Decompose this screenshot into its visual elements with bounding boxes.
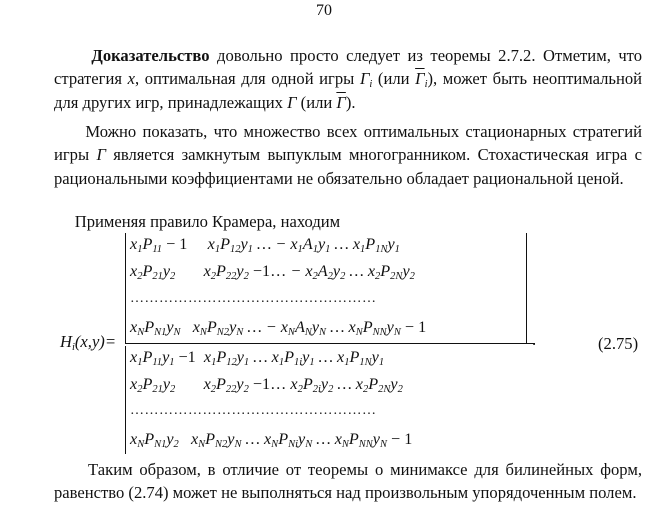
symbol-gamma-2: Γ xyxy=(96,145,106,165)
para1-text-f: ). xyxy=(345,92,356,112)
denominator-row-1: $x_1P_{11}y_1 -1$ $x_1P_{12}y_1$ … $x_1P_{1i}y_1$ … $x_1P_{1N}y_1$ xyxy=(130,348,385,368)
denominator-left-bar xyxy=(125,346,126,454)
paragraph-proof xyxy=(54,44,642,114)
symbol-gamma-i-sub: i xyxy=(369,79,373,91)
symbol-gamma-bar: $\overline{\Gamma}$ xyxy=(336,92,346,112)
denominator-determinant xyxy=(125,346,527,454)
proof-lead: Доказательство xyxy=(91,46,210,65)
numerator-right-bar xyxy=(526,233,527,343)
numerator-left-bar xyxy=(125,233,126,343)
para1-text-c: (или xyxy=(372,69,416,89)
symbol-gamma: Γ xyxy=(287,92,297,112)
numerator-row-n: $x_NP_{N1}y_N$ $x_NP_{N2}y_N$ … − $x_NA_Ny_N$ … $x_NP_{NN}y_N - 1$ xyxy=(130,318,427,338)
para2-text-b: является замкнутым выпуклым многогранником. Стохастическая игра с рациональными коэффициентами не обязательно обладает рациональной ценой. xyxy=(54,145,642,188)
symbol-gamma-bar-i: $\overline{\Gamma}$ xyxy=(415,69,425,89)
fraction-bar xyxy=(125,343,535,344)
formula-lhs: $H_i(x,y)=$ xyxy=(60,332,117,353)
para2-text-a: Можно показать, что множество всех оптимальных стационарных стратегий игры xyxy=(54,122,642,165)
denominator-row-2: $x_2P_{21}y_2$ $x_2P_{22}y_2$ −1… $x_2P_{2i}y_2$ … $x_2P_{2N}y_2$ xyxy=(130,375,403,395)
para1-text-d: ), может быть неоптимальной для других игр, принадлежащих xyxy=(54,69,643,112)
equation-number: (2.75) xyxy=(598,334,639,353)
paragraph-conclusion xyxy=(54,458,642,505)
symbol-gamma-bar-i-sub: i xyxy=(424,79,428,91)
symbol-x: x xyxy=(127,69,135,89)
denominator-dots: …………………………………………… xyxy=(130,403,377,418)
para3-text: Применяя правило Крамера, находим xyxy=(74,212,341,231)
para1-text-a: довольно просто следует из теоремы 2.7.2. Отметим, что стратегия xyxy=(54,46,642,89)
formula-period: . xyxy=(532,330,537,349)
para1-text-b: , оптимальная для одной игры xyxy=(134,69,360,89)
para1-text-e: (или xyxy=(296,92,337,112)
para4-text: Таким образом, в отличие от теоремы о минимаксе для билинейных форм, равенство (2.74) может не выполняться над произвольным упорядоченным полем. xyxy=(54,460,642,503)
numerator-row-1: $x_1P_{11} - 1$ $x_1P_{12}y_1$ … − $x_1A_1y_1$ … $x_1P_{1N}y_1$ xyxy=(130,235,400,255)
numerator-row-2: $x_2P_{21}y_2$ $x_2P_{22}y_2$ −1… − $x_2A_2y_2$ … $x_2P_{2N}y_2$ xyxy=(130,262,415,282)
symbol-gamma-i: Γ xyxy=(359,69,370,89)
denominator-row-n: $x_NP_{N1}y_2$ $x_NP_{N2}y_N$ … $x_NP_{Ni}y_N$ … $x_NP_{NN}y_N - 1$ xyxy=(130,430,413,450)
page-number: 70 xyxy=(316,2,332,19)
paragraph-cramer xyxy=(54,210,642,233)
numerator-dots: …………………………………………… xyxy=(130,291,377,306)
numerator-determinant xyxy=(125,233,527,343)
paragraph-polyhedron xyxy=(54,120,642,190)
